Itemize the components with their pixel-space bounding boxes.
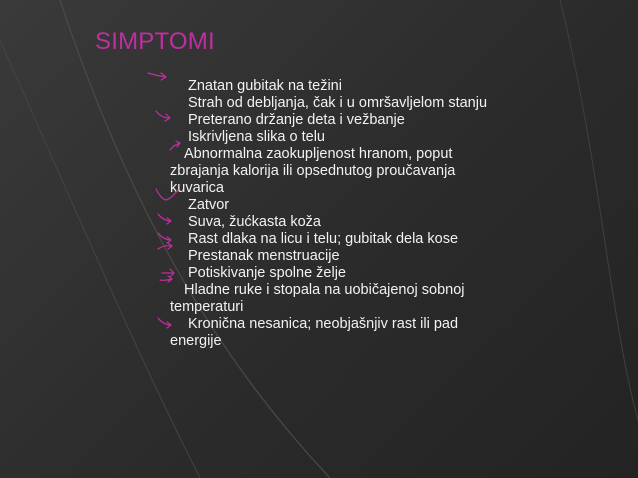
- slide-title: SIMPTOMI: [95, 28, 215, 55]
- curved-arrow-icon: [158, 276, 184, 292]
- list-item: Zatvor: [170, 197, 490, 214]
- curved-arrow-icon: [156, 315, 182, 331]
- symptom-list: [170, 78, 490, 350]
- list-item: Suva, žućkasta koža: [170, 214, 490, 231]
- list-item: Rast dlaka na licu i telu; gubitak dela kose: [170, 231, 490, 248]
- curved-arrow-icon: [154, 108, 180, 124]
- curved-arrow-icon: [154, 187, 180, 203]
- list-item: Znatan gubitak na težini: [170, 78, 490, 95]
- list-item: Prestanak menstruacije: [170, 248, 490, 265]
- curved-arrow-icon: [156, 243, 182, 259]
- list-item: Hladne ruke i stopala na uobičajenoj sobnoj temperaturi: [170, 282, 490, 316]
- list-item: Potiskivanje spolne želje: [170, 265, 490, 282]
- curved-arrow-icon: [168, 140, 194, 156]
- list-item: Strah od debljanja, čak i u omršavljelom stanju: [188, 95, 488, 111]
- list-item: Abnormalna zaokupljenost hranom, poput zbrajanja kalorija ili opsednutog proučavanja kuvarica: [170, 146, 490, 197]
- curved-arrow-icon: [156, 211, 182, 227]
- list-item: Iskrivljena slika o telu: [188, 129, 325, 145]
- curved-arrow-icon: [146, 70, 172, 86]
- list-item: Preterano držanje deta i vežbanje: [170, 112, 490, 129]
- background-arc-3: [560, 0, 638, 420]
- list-item: Kronična nesanica; neobjašnjiv rast ili pad energije: [170, 316, 490, 350]
